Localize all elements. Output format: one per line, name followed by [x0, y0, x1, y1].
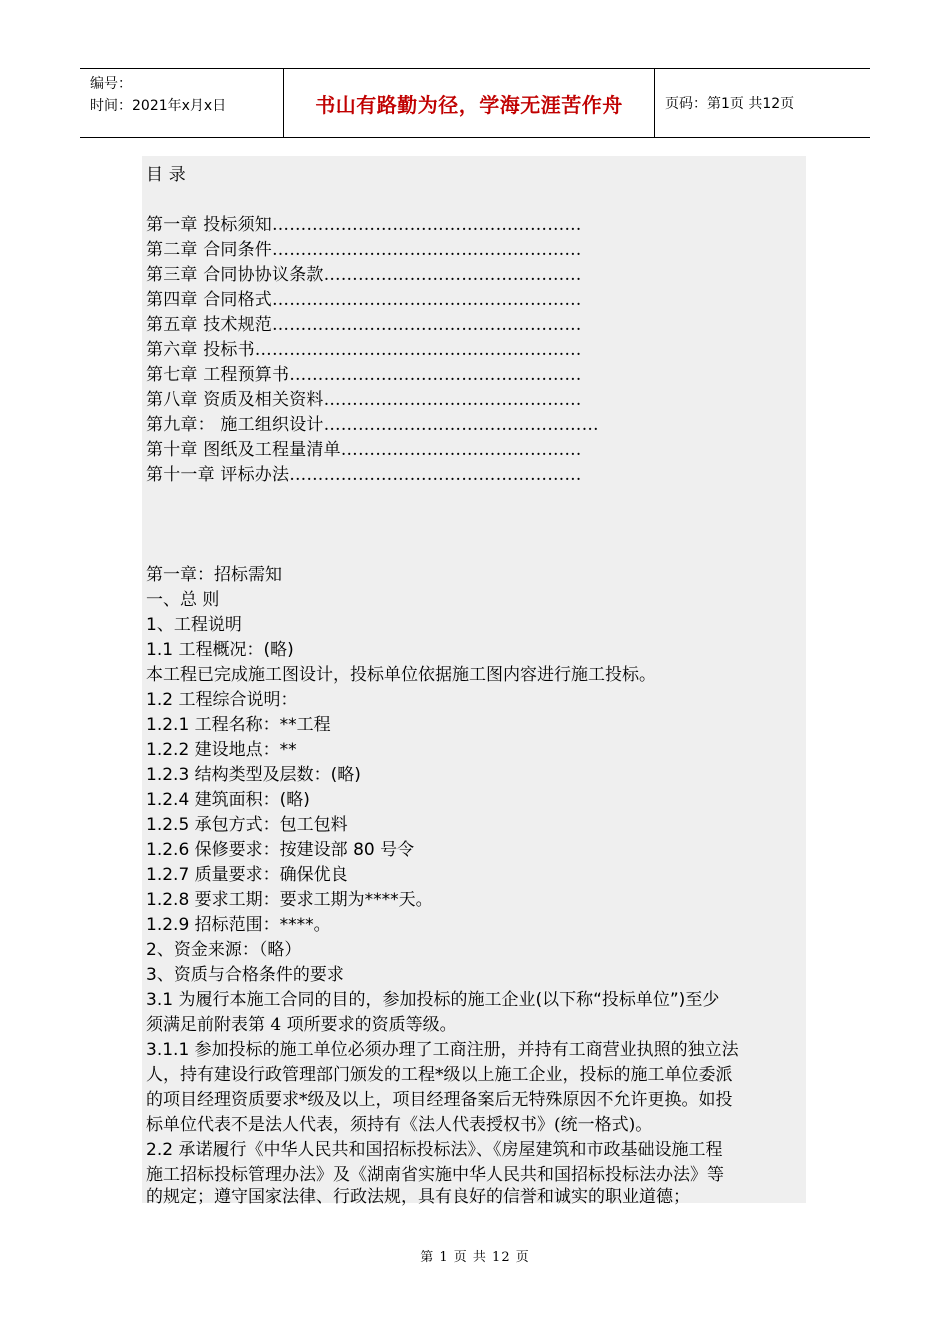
chapter-heading: 第一章：招标需知 — [146, 565, 282, 585]
body-line: 3.1 为履行本施工合同的目的，参加投标的施工企业(以下称“投标单位”)至少 — [146, 990, 720, 1010]
body-line: 人，持有建设行政管理部门颁发的工程*级以上施工企业，投标的施工单位委派 — [146, 1065, 733, 1085]
toc-item: 第二章 合同条件……………………………………………… — [146, 240, 582, 260]
toc-item: 第四章 合同格式……………………………………………… — [146, 290, 582, 310]
body-line: 1.2.5 承包方式：包工包料 — [146, 815, 348, 835]
body-line: 1.2 工程综合说明： — [146, 690, 298, 710]
body-line: 标单位代表不是法人代表，须持有《法人代表授权书》(统一格式)。 — [146, 1115, 653, 1135]
toc-item: 第十章 图纸及工程量清单…………………………………… — [146, 440, 582, 460]
toc-item: 第八章 资质及相关资料……………………………………… — [146, 390, 582, 410]
body-line: 本工程已完成施工图设计，投标单位依据施工图内容进行施工投标。 — [146, 665, 656, 685]
body-line: 施工招标投标管理办法》及《湖南省实施中华人民共和国招标投标法办法》等 — [146, 1165, 724, 1185]
toc-item: 第九章： 施工组织设计………………………………………… — [146, 415, 599, 435]
body-line: 的规定；遵守国家法律、行政法规，具有良好的信誉和诚实的职业道德； — [146, 1187, 690, 1207]
body-line: 1.2.9 招标范围：****。 — [146, 915, 331, 935]
time-label: 时间：2021年x月x日 — [90, 98, 227, 114]
body-line: 的项目经理资质要求*级及以上，项目经理备案后无特殊原因不允许更换。如投 — [146, 1090, 733, 1110]
body-line: 3、资质与合格条件的要求 — [146, 965, 344, 985]
toc-item: 第十一章 评标办法…………………………………………… — [146, 465, 582, 485]
toc-title: 目 录 — [146, 165, 187, 185]
body-line: 须满足前附表第 4 项所要求的资质等级。 — [146, 1015, 457, 1035]
body-line: 1.2.2 建设地点：** — [146, 740, 297, 760]
header-page-info: 页码：第1页 共12页 — [665, 96, 795, 112]
body-line: 1.2.1 工程名称：**工程 — [146, 715, 331, 735]
document-header — [80, 68, 870, 138]
number-label: 编号： — [90, 76, 132, 92]
header-meta — [80, 69, 283, 137]
body-line: 1、工程说明 — [146, 615, 242, 635]
document-body — [142, 156, 806, 1207]
body-line: 1.2.6 保修要求：按建设部 80 号令 — [146, 840, 415, 860]
body-line: 1.1 工程概况：(略) — [146, 640, 294, 660]
section-heading: 一、总 则 — [146, 590, 220, 610]
toc-item: 第三章 合同协协议条款……………………………………… — [146, 265, 582, 285]
toc-item: 第一章 投标须知……………………………………………… — [146, 215, 582, 235]
body-line: 1.2.4 建筑面积：(略) — [146, 790, 310, 810]
toc-item: 第七章 工程预算书…………………………………………… — [146, 365, 582, 385]
body-line: 1.2.3 结构类型及层数：(略) — [146, 765, 361, 785]
body-line: 1.2.7 质量要求：确保优良 — [146, 865, 348, 885]
body-line: 3.1.1 参加投标的施工单位必须办理了工商注册，并持有工商营业执照的独立法 — [146, 1040, 739, 1060]
body-line: 2.2 承诺履行《中华人民共和国招标投标法》、《房屋建筑和市政基础设施工程 — [146, 1140, 723, 1160]
toc-item: 第五章 技术规范……………………………………………… — [146, 315, 582, 335]
page-footer: 第 1 页 共 12 页 — [420, 1250, 530, 1265]
body-line: 1.2.8 要求工期：要求工期为****天。 — [146, 890, 433, 910]
body-line: 2、资金来源：（略） — [146, 940, 302, 960]
header-motto: 书山有路勤为径，学海无涯苦作舟 — [283, 69, 655, 137]
toc-item: 第六章 投标书………………………………………………… — [146, 340, 582, 360]
